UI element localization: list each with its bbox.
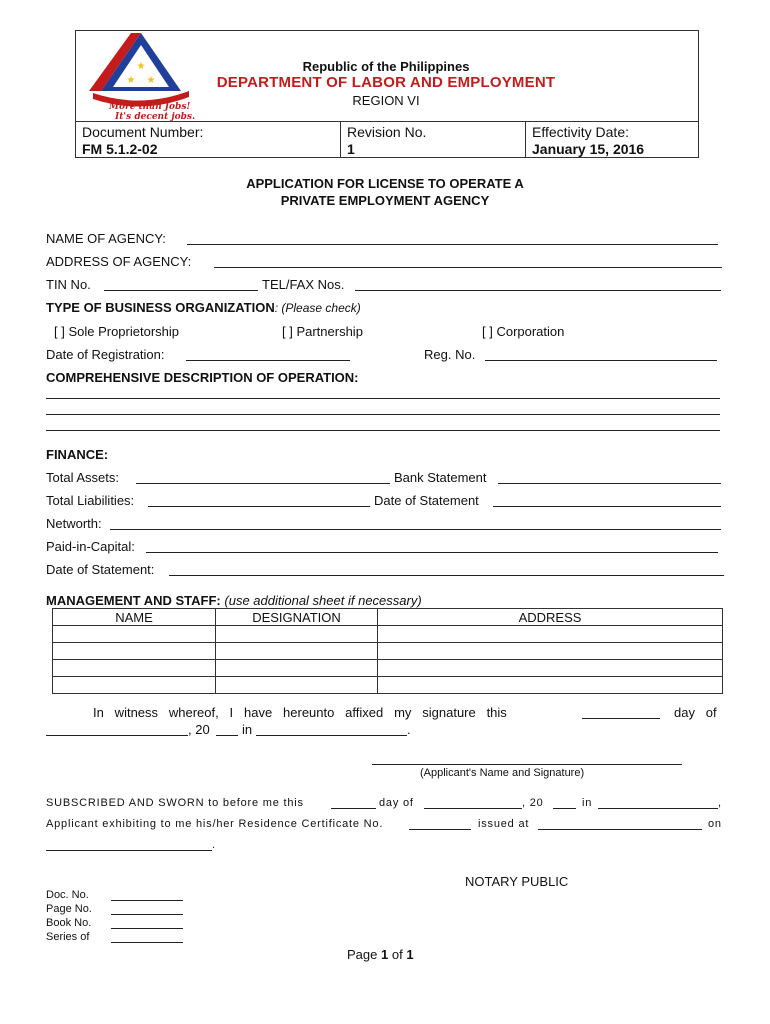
- networth-label: Networth:: [46, 516, 102, 531]
- total-assets-label: Total Assets:: [46, 470, 119, 485]
- reg-no-label: Reg. No.: [424, 347, 476, 362]
- witness-period: .: [407, 722, 411, 737]
- of-word: of: [391, 947, 403, 962]
- form-title-line-1: APPLICATION FOR LICENSE TO OPERATE A: [246, 176, 524, 191]
- business-type-heading: [46, 300, 361, 315]
- department-label: DEPARTMENT OF LABOR AND EMPLOYMENT: [216, 74, 556, 91]
- table-cell[interactable]: [216, 660, 378, 677]
- date-of-registration-field[interactable]: [186, 360, 350, 361]
- page-number: 1: [381, 947, 389, 962]
- signature-line[interactable]: [372, 764, 682, 765]
- document-number-label: Document Number:: [82, 124, 204, 140]
- column-header-designation: DESIGNATION: [216, 609, 378, 626]
- networth-field[interactable]: [110, 529, 721, 530]
- address-of-agency-field[interactable]: [214, 267, 722, 268]
- dole-logo: [81, 31, 199, 121]
- republic-label: Republic of the Philippines: [302, 59, 470, 74]
- sworn-year-field[interactable]: [553, 808, 576, 809]
- checkbox-partnership[interactable]: [ ] Partnership: [282, 324, 363, 339]
- name-of-agency-label: NAME OF AGENCY:: [46, 231, 166, 246]
- book-no-label: Book No.: [46, 917, 92, 929]
- revision-label: Revision No.: [347, 124, 427, 140]
- tin-label: TIN No.: [46, 277, 91, 292]
- table-header-row: [53, 609, 723, 626]
- table-cell[interactable]: [378, 626, 723, 643]
- table-cell[interactable]: [378, 677, 723, 694]
- table-row: [53, 677, 723, 694]
- sworn-month-field[interactable]: [424, 808, 522, 809]
- paid-in-capital-label: Paid-in-Capital:: [46, 539, 135, 554]
- residence-certificate-field[interactable]: [409, 829, 471, 830]
- issued-at-field[interactable]: [538, 829, 702, 830]
- table-cell[interactable]: [378, 660, 723, 677]
- logo-tagline-2: It's decent jobs.: [115, 112, 196, 121]
- svg-text:★: ★: [136, 61, 146, 72]
- table-cell[interactable]: [216, 643, 378, 660]
- business-type-note: : (Please check): [274, 301, 361, 315]
- witness-place-field[interactable]: [256, 735, 407, 736]
- checkbox-corporation[interactable]: [ ] Corporation: [482, 324, 565, 339]
- witness-text-1: In witness whereof, I have hereunto affixed my signature this: [93, 705, 507, 720]
- sworn-day-of: day of: [379, 797, 414, 809]
- paid-in-capital-field[interactable]: [146, 552, 718, 553]
- page-indicator: [347, 947, 414, 962]
- telfax-field[interactable]: [355, 290, 721, 291]
- document-header: [75, 30, 699, 158]
- document-info-row: [76, 122, 698, 158]
- description-line-2[interactable]: [46, 414, 720, 415]
- table-cell[interactable]: [53, 677, 216, 694]
- bank-statement-field[interactable]: [498, 483, 721, 484]
- document-number-cell: [76, 122, 341, 158]
- revision-value: 1: [347, 141, 355, 157]
- sworn-text-1: SUBSCRIBED AND SWORN to before me this: [46, 797, 304, 809]
- revision-cell: [341, 122, 526, 158]
- name-of-agency-field[interactable]: [187, 244, 718, 245]
- sworn-text-2: Applicant exhibiting to me his/her Residence Certificate No.: [46, 818, 384, 830]
- witness-year-prefix: , 20: [188, 722, 210, 737]
- total-assets-field[interactable]: [136, 483, 390, 484]
- bank-statement-label: Bank Statement: [394, 470, 487, 485]
- management-staff-label: MANAGEMENT AND STAFF:: [46, 593, 221, 608]
- header-top: [76, 31, 698, 122]
- table-row: [53, 643, 723, 660]
- total-liabilities-label: Total Liabilities:: [46, 493, 135, 508]
- issued-on-field[interactable]: [46, 850, 212, 851]
- table-row: [53, 660, 723, 677]
- sworn-in-label: in: [582, 797, 593, 809]
- date-of-statement-field[interactable]: [493, 506, 721, 507]
- svg-text:★: ★: [146, 75, 156, 86]
- management-staff-heading: [46, 593, 422, 608]
- doc-no-label: Doc. No.: [46, 889, 89, 901]
- series-of-label: Series of: [46, 931, 90, 943]
- page-no-field[interactable]: [111, 914, 183, 915]
- logo-tagline-1: More than Jobs!: [109, 102, 191, 112]
- sworn-place-field[interactable]: [598, 808, 718, 809]
- issued-at-label: issued at: [478, 818, 530, 830]
- region-label: REGION VI: [352, 93, 420, 108]
- reg-no-field[interactable]: [485, 360, 717, 361]
- date-of-statement-2-label: Date of Statement:: [46, 562, 155, 577]
- finance-heading: FINANCE:: [46, 447, 109, 462]
- description-line-1[interactable]: [46, 398, 720, 399]
- table-row: [53, 626, 723, 643]
- document-number-value: FM 5.1.2-02: [82, 141, 158, 157]
- witness-text-2: day of: [674, 705, 717, 720]
- sworn-comma: ,: [718, 797, 722, 809]
- series-of-field[interactable]: [111, 942, 183, 943]
- page-total: 1: [406, 947, 414, 962]
- on-label: on: [708, 818, 722, 830]
- signature-caption: (Applicant's Name and Signature): [420, 767, 585, 779]
- witness-day-field[interactable]: [582, 718, 660, 719]
- checkbox-sole-proprietorship[interactable]: [ ] Sole Proprietorship: [54, 324, 180, 339]
- witness-year-field[interactable]: [216, 735, 238, 736]
- effectivity-cell: [526, 122, 698, 158]
- total-liabilities-field[interactable]: [148, 506, 370, 507]
- doc-no-field[interactable]: [111, 900, 183, 901]
- table-cell[interactable]: [53, 643, 216, 660]
- table-cell[interactable]: [53, 660, 216, 677]
- description-line-3[interactable]: [46, 430, 720, 431]
- table-cell[interactable]: [378, 643, 723, 660]
- sworn-period: .: [212, 839, 216, 851]
- tin-field[interactable]: [104, 290, 258, 291]
- table-cell[interactable]: [216, 677, 378, 694]
- date-of-statement-2-field[interactable]: [169, 575, 724, 576]
- form-title-line-2: PRIVATE EMPLOYMENT AGENCY: [280, 193, 490, 208]
- effectivity-value: January 15, 2016: [532, 141, 645, 157]
- business-type-label: TYPE OF BUSINESS ORGANIZATION: [46, 300, 275, 315]
- table-cell[interactable]: [53, 626, 216, 643]
- notary-public-label: NOTARY PUBLIC: [465, 874, 569, 889]
- page-no-label: Page No.: [46, 903, 92, 915]
- effectivity-label: Effectivity Date:: [532, 124, 630, 140]
- management-staff-note: (use additional sheet if necessary): [224, 593, 422, 608]
- management-staff-table: [52, 608, 723, 694]
- address-of-agency-label: ADDRESS OF AGENCY:: [46, 254, 192, 269]
- witness-in-label: in: [242, 722, 253, 737]
- table-cell[interactable]: [216, 626, 378, 643]
- header-text: [186, 59, 586, 108]
- sworn-day-field[interactable]: [331, 808, 376, 809]
- column-header-address: ADDRESS: [378, 609, 723, 626]
- book-no-field[interactable]: [111, 928, 183, 929]
- date-of-registration-label: Date of Registration:: [46, 347, 165, 362]
- sworn-year-prefix: , 20: [522, 797, 544, 809]
- svg-text:★: ★: [126, 75, 136, 86]
- comprehensive-description-label: COMPREHENSIVE DESCRIPTION OF OPERATION:: [46, 370, 359, 385]
- witness-month-field[interactable]: [46, 735, 188, 736]
- date-of-statement-label: Date of Statement: [374, 493, 479, 508]
- telfax-label: TEL/FAX Nos.: [262, 277, 345, 292]
- page-word: Page: [347, 947, 378, 962]
- column-header-name: NAME: [53, 609, 216, 626]
